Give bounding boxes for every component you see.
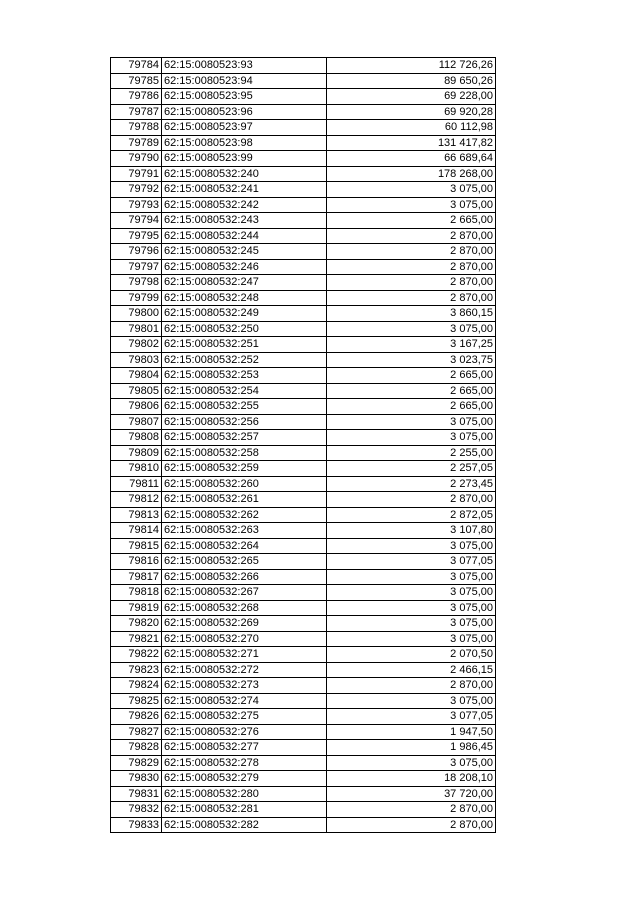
table-row	[111, 166, 496, 182]
value-cell: 3 075,00	[327, 600, 496, 616]
row-number-cell: 79801	[111, 321, 162, 337]
value-cell: 3 075,00	[327, 693, 496, 709]
table-row	[111, 337, 496, 353]
cadastral-number-cell: 62:15:0080532:255	[162, 399, 327, 415]
value-cell: 3 167,25	[327, 337, 496, 353]
cadastral-number-cell: 62:15:0080532:249	[162, 306, 327, 322]
row-number-cell: 79811	[111, 476, 162, 492]
table-row	[111, 58, 496, 74]
row-number-cell: 79795	[111, 228, 162, 244]
value-cell: 89 650,26	[327, 73, 496, 89]
value-cell: 66 689,64	[327, 151, 496, 167]
table-row	[111, 678, 496, 694]
row-number-cell: 79819	[111, 600, 162, 616]
row-number-cell: 79797	[111, 259, 162, 275]
value-cell: 2 870,00	[327, 275, 496, 291]
table-row	[111, 492, 496, 508]
cadastral-number-cell: 62:15:0080532:269	[162, 616, 327, 632]
table-row	[111, 73, 496, 89]
cadastral-number-cell: 62:15:0080523:94	[162, 73, 327, 89]
cadastral-number-cell: 62:15:0080532:248	[162, 290, 327, 306]
table-row	[111, 197, 496, 213]
row-number-cell: 79818	[111, 585, 162, 601]
value-cell: 3 075,00	[327, 538, 496, 554]
table-body	[111, 58, 496, 833]
row-number-cell: 79805	[111, 383, 162, 399]
table-row	[111, 554, 496, 570]
cadastral-number-cell: 62:15:0080532:278	[162, 755, 327, 771]
table-row	[111, 786, 496, 802]
table-row	[111, 383, 496, 399]
value-cell: 3 075,00	[327, 631, 496, 647]
cadastral-number-cell: 62:15:0080532:267	[162, 585, 327, 601]
table-row	[111, 120, 496, 136]
cadastral-number-cell: 62:15:0080532:245	[162, 244, 327, 260]
row-number-cell: 79823	[111, 662, 162, 678]
table-row	[111, 228, 496, 244]
value-cell: 3 075,00	[327, 197, 496, 213]
cadastral-number-cell: 62:15:0080532:266	[162, 569, 327, 585]
table-row	[111, 89, 496, 105]
value-cell: 3 075,00	[327, 414, 496, 430]
row-number-cell: 79786	[111, 89, 162, 105]
cadastral-number-cell: 62:15:0080532:241	[162, 182, 327, 198]
table-row	[111, 182, 496, 198]
value-cell: 1 986,45	[327, 740, 496, 756]
cadastral-number-cell: 62:15:0080532:244	[162, 228, 327, 244]
cadastral-number-cell: 62:15:0080532:263	[162, 523, 327, 539]
cadastral-number-cell: 62:15:0080532:282	[162, 817, 327, 833]
value-cell: 2 870,00	[327, 290, 496, 306]
value-cell: 2 273,45	[327, 476, 496, 492]
value-cell: 3 075,00	[327, 430, 496, 446]
table-row	[111, 523, 496, 539]
cadastral-number-cell: 62:15:0080532:253	[162, 368, 327, 384]
cadastral-number-cell: 62:15:0080532:256	[162, 414, 327, 430]
row-number-cell: 79808	[111, 430, 162, 446]
table-row	[111, 275, 496, 291]
row-number-cell: 79815	[111, 538, 162, 554]
value-cell: 2 870,00	[327, 492, 496, 508]
row-number-cell: 79813	[111, 507, 162, 523]
table-row	[111, 445, 496, 461]
value-cell: 3 077,05	[327, 709, 496, 725]
value-cell: 3 075,00	[327, 616, 496, 632]
value-cell: 2 872,05	[327, 507, 496, 523]
cadastral-number-cell: 62:15:0080532:240	[162, 166, 327, 182]
value-cell: 2 870,00	[327, 244, 496, 260]
row-number-cell: 79788	[111, 120, 162, 136]
cadastral-number-cell: 62:15:0080532:275	[162, 709, 327, 725]
table-row	[111, 290, 496, 306]
cadastral-number-cell: 62:15:0080532:252	[162, 352, 327, 368]
row-number-cell: 79809	[111, 445, 162, 461]
table-row	[111, 616, 496, 632]
row-number-cell: 79793	[111, 197, 162, 213]
value-cell: 3 075,00	[327, 182, 496, 198]
value-cell: 2 665,00	[327, 368, 496, 384]
value-cell: 3 075,00	[327, 755, 496, 771]
value-cell: 2 255,00	[327, 445, 496, 461]
table-row	[111, 414, 496, 430]
cadastral-number-cell: 62:15:0080532:280	[162, 786, 327, 802]
row-number-cell: 79800	[111, 306, 162, 322]
row-number-cell: 79816	[111, 554, 162, 570]
cadastral-number-cell: 62:15:0080523:96	[162, 104, 327, 120]
cadastral-number-cell: 62:15:0080532:277	[162, 740, 327, 756]
value-cell: 69 920,28	[327, 104, 496, 120]
cadastral-number-cell: 62:15:0080532:246	[162, 259, 327, 275]
row-number-cell: 79794	[111, 213, 162, 229]
row-number-cell: 79827	[111, 724, 162, 740]
value-cell: 2 070,50	[327, 647, 496, 663]
value-cell: 3 077,05	[327, 554, 496, 570]
table-row	[111, 213, 496, 229]
cadastral-number-cell: 62:15:0080532:271	[162, 647, 327, 663]
table-row	[111, 662, 496, 678]
table-row	[111, 569, 496, 585]
value-cell: 2 870,00	[327, 802, 496, 818]
row-number-cell: 79826	[111, 709, 162, 725]
cadastral-number-cell: 62:15:0080532:257	[162, 430, 327, 446]
value-cell: 3 075,00	[327, 321, 496, 337]
cadastral-number-cell: 62:15:0080532:260	[162, 476, 327, 492]
value-cell: 60 112,98	[327, 120, 496, 136]
cadastral-number-cell: 62:15:0080532:274	[162, 693, 327, 709]
table-row	[111, 724, 496, 740]
table-row	[111, 306, 496, 322]
value-cell: 69 228,00	[327, 89, 496, 105]
row-number-cell: 79825	[111, 693, 162, 709]
table-row	[111, 693, 496, 709]
cadastral-number-cell: 62:15:0080532:247	[162, 275, 327, 291]
cadastral-number-cell: 62:15:0080523:99	[162, 151, 327, 167]
table-row	[111, 321, 496, 337]
table-row	[111, 461, 496, 477]
table-row	[111, 631, 496, 647]
cadastral-number-cell: 62:15:0080532:268	[162, 600, 327, 616]
value-cell: 112 726,26	[327, 58, 496, 74]
row-number-cell: 79828	[111, 740, 162, 756]
value-cell: 2 466,15	[327, 662, 496, 678]
value-cell: 2 870,00	[327, 817, 496, 833]
row-number-cell: 79814	[111, 523, 162, 539]
table-row	[111, 352, 496, 368]
cadastral-number-cell: 62:15:0080532:264	[162, 538, 327, 554]
value-cell: 3 075,00	[327, 569, 496, 585]
cadastral-number-cell: 62:15:0080532:262	[162, 507, 327, 523]
row-number-cell: 79824	[111, 678, 162, 694]
value-cell: 3 107,80	[327, 523, 496, 539]
table-row	[111, 476, 496, 492]
row-number-cell: 79804	[111, 368, 162, 384]
cadastral-number-cell: 62:15:0080532:250	[162, 321, 327, 337]
row-number-cell: 79785	[111, 73, 162, 89]
table-row	[111, 244, 496, 260]
cadastral-number-cell: 62:15:0080532:272	[162, 662, 327, 678]
cadastral-number-cell: 62:15:0080532:251	[162, 337, 327, 353]
cadastral-number-cell: 62:15:0080523:95	[162, 89, 327, 105]
table-row	[111, 151, 496, 167]
cadastral-number-cell: 62:15:0080532:265	[162, 554, 327, 570]
value-cell: 2 870,00	[327, 678, 496, 694]
row-number-cell: 79833	[111, 817, 162, 833]
cadastral-number-cell: 62:15:0080532:261	[162, 492, 327, 508]
row-number-cell: 79821	[111, 631, 162, 647]
row-number-cell: 79810	[111, 461, 162, 477]
cadastral-number-cell: 62:15:0080523:93	[162, 58, 327, 74]
cadastral-number-cell: 62:15:0080532:273	[162, 678, 327, 694]
value-cell: 37 720,00	[327, 786, 496, 802]
data-table	[110, 57, 496, 833]
row-number-cell: 79789	[111, 135, 162, 151]
cadastral-number-cell: 62:15:0080532:281	[162, 802, 327, 818]
value-cell: 3 860,15	[327, 306, 496, 322]
table-row	[111, 430, 496, 446]
table-row	[111, 104, 496, 120]
table-row	[111, 135, 496, 151]
value-cell: 2 870,00	[327, 228, 496, 244]
value-cell: 2 870,00	[327, 259, 496, 275]
row-number-cell: 79790	[111, 151, 162, 167]
value-cell: 2 665,00	[327, 213, 496, 229]
cadastral-number-cell: 62:15:0080523:98	[162, 135, 327, 151]
value-cell: 2 665,00	[327, 399, 496, 415]
table-row	[111, 771, 496, 787]
value-cell: 2 665,00	[327, 383, 496, 399]
cadastral-number-cell: 62:15:0080532:259	[162, 461, 327, 477]
row-number-cell: 79829	[111, 755, 162, 771]
value-cell: 1 947,50	[327, 724, 496, 740]
table-row	[111, 259, 496, 275]
table-row	[111, 600, 496, 616]
cadastral-number-cell: 62:15:0080532:270	[162, 631, 327, 647]
row-number-cell: 79806	[111, 399, 162, 415]
cadastral-number-cell: 62:15:0080532:258	[162, 445, 327, 461]
table-row	[111, 817, 496, 833]
row-number-cell: 79792	[111, 182, 162, 198]
cadastral-number-cell: 62:15:0080532:242	[162, 197, 327, 213]
row-number-cell: 79803	[111, 352, 162, 368]
table-row	[111, 368, 496, 384]
table-row	[111, 538, 496, 554]
cadastral-number-cell: 62:15:0080523:97	[162, 120, 327, 136]
value-cell: 131 417,82	[327, 135, 496, 151]
table-row	[111, 507, 496, 523]
cadastral-number-cell: 62:15:0080532:254	[162, 383, 327, 399]
cadastral-number-cell: 62:15:0080532:279	[162, 771, 327, 787]
value-cell: 18 208,10	[327, 771, 496, 787]
row-number-cell: 79832	[111, 802, 162, 818]
cadastral-number-cell: 62:15:0080532:243	[162, 213, 327, 229]
value-cell: 3 023,75	[327, 352, 496, 368]
row-number-cell: 79812	[111, 492, 162, 508]
value-cell: 3 075,00	[327, 585, 496, 601]
row-number-cell: 79822	[111, 647, 162, 663]
table-row	[111, 647, 496, 663]
row-number-cell: 79784	[111, 58, 162, 74]
row-number-cell: 79798	[111, 275, 162, 291]
table-row	[111, 740, 496, 756]
row-number-cell: 79820	[111, 616, 162, 632]
row-number-cell: 79799	[111, 290, 162, 306]
row-number-cell: 79807	[111, 414, 162, 430]
value-cell: 2 257,05	[327, 461, 496, 477]
row-number-cell: 79830	[111, 771, 162, 787]
row-number-cell: 79817	[111, 569, 162, 585]
row-number-cell: 79831	[111, 786, 162, 802]
table-row	[111, 709, 496, 725]
row-number-cell: 79796	[111, 244, 162, 260]
table-row	[111, 585, 496, 601]
row-number-cell: 79787	[111, 104, 162, 120]
cadastral-number-cell: 62:15:0080532:276	[162, 724, 327, 740]
value-cell: 178 268,00	[327, 166, 496, 182]
table-row	[111, 399, 496, 415]
row-number-cell: 79791	[111, 166, 162, 182]
row-number-cell: 79802	[111, 337, 162, 353]
table-row	[111, 802, 496, 818]
table-row	[111, 755, 496, 771]
